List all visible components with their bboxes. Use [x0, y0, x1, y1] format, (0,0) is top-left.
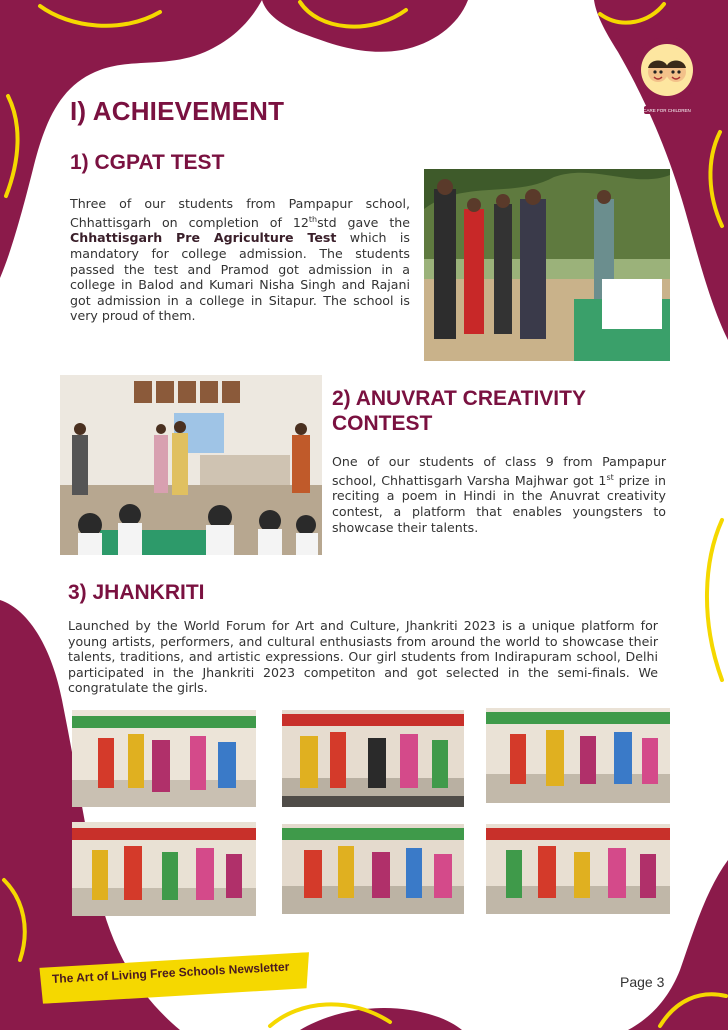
section-text-anuvrat: One of our students of class 9 from Pampapur school, Chhattisgarh Varsha Majhwar got 1st prize in reciting a poem in Hindi in the Anuvrat creativity contest, a platform that enables youngsters to showcase their talents. [332, 454, 666, 535]
photo-jhankriti-3 [486, 708, 670, 803]
photo-jhankriti-5 [282, 824, 464, 914]
photo-jhankriti-2 [282, 710, 464, 807]
photo-anuvrat-contest [60, 375, 322, 555]
photo-jhankriti-4 [72, 822, 256, 916]
photo-jhankriti-6 [486, 824, 670, 914]
photo-cgpat-students [424, 169, 670, 361]
page-number: Page 3 [620, 974, 665, 990]
footer-newsletter-title: The Art of Living Free Schools Newsletter [51, 959, 290, 986]
section-text-jhankriti: Launched by the World Forum for Art and Culture, Jhankriti 2023 is a unique platform for young artists, performers, and cultural enthusiasts from around the world to showcase their talents, traditions, and artistic expressions. Our girl students from Indirapuram school, Delhi participated in the Jhankriti 2023 competiton and got selected in the semi-finals. We congratulate the girls. [68, 618, 658, 696]
page-title: I) ACHIEVEMENT [70, 96, 285, 126]
section-heading-cgpat: 1) CGPAT TEST [70, 151, 225, 174]
photo-jhankriti-1 [72, 710, 256, 807]
section-text-cgpat: Three of our students from Pampapur school, Chhattisgarh on completion of 12thstd gave the Chhattisgarh Pre Agriculture Test which is mandatory for college admission. The students passed the test and Pramod got admission in a college in Balod and Kumari Nisha Singh and Rajani got admission in a college in Sitapur. The school is very proud of them. [70, 196, 410, 324]
section-heading-jhankriti: 3) JHANKRITI [68, 581, 205, 604]
section-heading-anuvrat: 2) ANUVRAT CREATIVITY CONTEST [332, 387, 586, 435]
svg-text:CARE FOR CHILDREN: CARE FOR CHILDREN [643, 108, 691, 113]
school-logo [632, 36, 702, 120]
